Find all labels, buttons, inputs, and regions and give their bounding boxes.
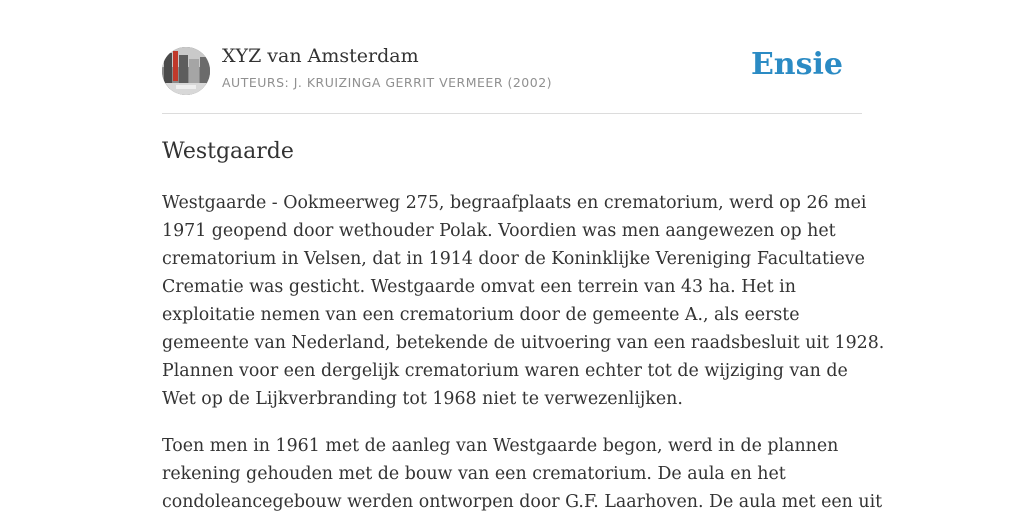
paragraph-line: rekening gehouden met de bouw van een crematorium. De aula en het bbox=[162, 464, 786, 484]
book-cover-image bbox=[162, 47, 210, 95]
paragraph-line: Westgaarde - Ookmeerweg 275, begraafplaats en crematorium, werd op 26 mei bbox=[162, 193, 867, 213]
ensie-logo[interactable]: Ensie bbox=[750, 47, 843, 82]
paragraph-line: condoleancegebouw werden ontworpen door G.F. Laarhoven. De aula met een uit bbox=[162, 492, 883, 512]
paragraph-line: Crematie was gesticht. Westgaarde omvat een terrein van 43 ha. Het in bbox=[162, 277, 796, 297]
paragraph-line: Wet op de Lijkverbranding tot 1968 niet te verwezenlijken. bbox=[162, 389, 683, 409]
book-title[interactable]: XYZ van Amsterdam bbox=[222, 45, 419, 67]
entry-paragraph-2 bbox=[162, 432, 883, 512]
entry-title: Westgaarde bbox=[162, 139, 294, 164]
header bbox=[162, 0, 862, 114]
entry-body bbox=[162, 189, 885, 512]
paragraph-line: 1971 geopend door wethouder Polak. Voordien was men aangewezen op het bbox=[162, 221, 836, 241]
paragraph-line: Plannen voor een dergelijk crematorium waren echter tot de wijziging van de bbox=[162, 361, 848, 381]
paragraph-line: crematorium in Velsen, dat in 1914 door de Koninklijke Vereniging Facultatieve bbox=[162, 249, 865, 269]
book-cover-avatar[interactable] bbox=[162, 47, 210, 95]
paragraph-line: exploitatie nemen van een crematorium door de gemeente A., als eerste bbox=[162, 305, 800, 325]
paragraph-line: Toen men in 1961 met de aanleg van Westgaarde begon, werd in de plannen bbox=[162, 436, 839, 456]
entry-paragraph-1 bbox=[162, 189, 885, 413]
paragraph-line: gemeente van Nederland, betekende de uitvoering van een raadsbesluit uit 1928. bbox=[162, 333, 885, 353]
page-container bbox=[162, 0, 885, 512]
book-authors: AUTEURS: J. KRUIZINGA GERRIT VERMEER (2002) bbox=[222, 75, 553, 90]
